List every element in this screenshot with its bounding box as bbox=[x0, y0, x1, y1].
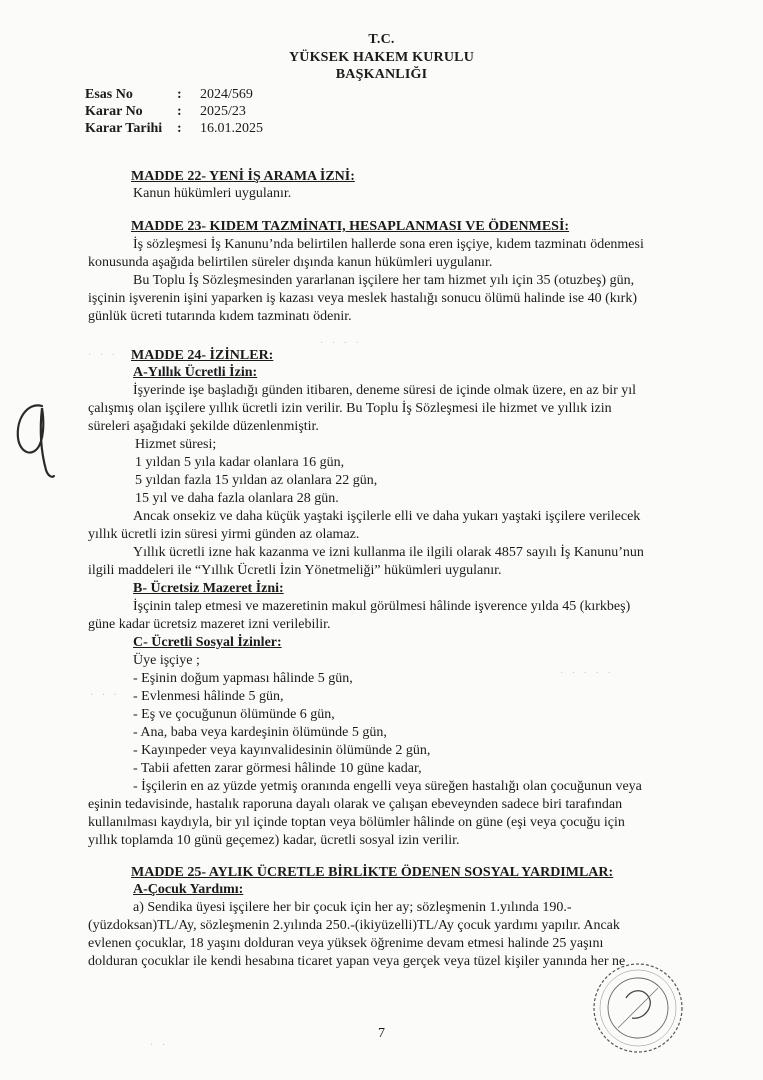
hizmet-tier-1: 1 yıldan 5 yıla kadar olanlara 16 gün, bbox=[135, 455, 345, 470]
yillik-izin-p2-line2: yıllık ücretli izin süresi yirmi günden az olamaz. bbox=[88, 527, 360, 542]
madde-22-body: Kanun hükümleri uygulanır. bbox=[133, 186, 292, 201]
scan-noise: · · · bbox=[90, 690, 120, 701]
sosyal-izin-item: - İşçilerin en az yüzde yetmiş oranında engelli veya süreğen hastalığı olan çocuğunun veya bbox=[133, 779, 642, 794]
sosyal-izin-item: - Evlenmesi hâlinde 5 gün, bbox=[133, 689, 284, 704]
mazeret-izni-line1: İşçinin talep etmesi ve mazeretinin makul görülmesi hâlinde işverence yılda 45 (kırkbeş) bbox=[133, 599, 631, 614]
handwritten-mark-icon bbox=[10, 396, 58, 486]
karar-no-colon: : bbox=[177, 104, 182, 119]
cocuk-yardimi-line1: a) Sendika üyesi işçilere her bir çocuk için her ay; sözleşmenin 1.yılında 190.- bbox=[133, 900, 572, 915]
hizmet-tier-3: 15 yıl ve daha fazla olanlara 28 gün. bbox=[135, 491, 339, 506]
madde-23-title: MADDE 23- KIDEM TAZMİNATI, HESAPLANMASI VE ÖDENMESİ: bbox=[131, 219, 570, 234]
karar-no-label: Karar No bbox=[85, 104, 143, 119]
hizmet-suresi-label: Hizmet süresi; bbox=[135, 437, 217, 452]
yillik-izin-p3-line1: Yıllık ücretli izne hak kazanma ve izni kullanma ile ilgili olarak 4857 sayılı İş Kanunu’nun bbox=[133, 545, 644, 560]
sosyal-izin-item: - Kayınpeder veya kayınvalidesinin ölümünde 2 gün, bbox=[133, 743, 431, 758]
esas-no-colon: : bbox=[177, 87, 182, 102]
sosyal-izin-item: - Ana, baba veya kardeşinin ölümünde 5 gün, bbox=[133, 725, 387, 740]
yillik-ucretli-izin-title: A-Yıllık Ücretli İzin: bbox=[133, 365, 258, 380]
madde-24-title: MADDE 24- İZİNLER: bbox=[131, 348, 274, 363]
madde-23-p1-line2: konusunda aşağıda belirtilen süreler dışında kanun hükümleri uygulanır. bbox=[88, 255, 493, 270]
cocuk-yardimi-line2: (yüzdoksan)TL/Ay, sözleşmenin 2.yılında 250.-(ikiyüzelli)TL/Ay çocuk yardımı yapılır. Ancak bbox=[88, 918, 620, 933]
madde-23-p2-line1: Bu Toplu İş Sözleşmesinden yararlanan işçilere her tam hizmet yılı için 35 (otuzbeş) gün, bbox=[133, 273, 635, 288]
cocuk-yardimi-title: A-Çocuk Yardımı: bbox=[133, 882, 244, 897]
yillik-izin-line1: İşyerinde işe başladığı günden itibaren, deneme süresi de içinde olmak üzere, en az bir yıl bbox=[133, 383, 637, 398]
yillik-izin-p3-line2: ilgili maddeleri ile “Yıllık Ücretli İzin Yönetmeliği” hükümleri uygulanır. bbox=[88, 563, 502, 578]
scan-noise: · · · · bbox=[320, 338, 362, 349]
karar-tarihi-row bbox=[85, 121, 263, 137]
karar-tarihi-value: 16.01.2025 bbox=[200, 121, 263, 136]
karar-tarihi-colon: : bbox=[177, 121, 182, 136]
sosyal-izin-item-cont: kullanılması kaydıyla, bir yıl içinde toptan veya bölümler hâlinde on güne (eşi veya çocuğu için bbox=[88, 815, 625, 830]
header-presidency: BAŞKANLIĞI bbox=[335, 67, 428, 82]
esas-no-row bbox=[85, 87, 253, 103]
scan-noise: · · bbox=[150, 1040, 169, 1051]
sosyal-izin-item: - Eş ve çocuğunun ölümünde 6 gün, bbox=[133, 707, 335, 722]
sosyal-izin-item: - Eşinin doğum yapması hâlinde 5 gün, bbox=[133, 671, 353, 686]
cocuk-yardimi-line4: dolduran çocuklar ile kendi hesabına ticaret yapan veya gerçek veya tüzel kişiler yanında her ne bbox=[88, 954, 626, 969]
mazeret-izni-line2: güne kadar ücretsiz mazeret izni verilebilir. bbox=[88, 617, 331, 632]
official-seal-icon bbox=[588, 958, 688, 1058]
sosyal-izin-item-cont: eşinin tedavisinde, hastalık raporuna dayalı olarak ve çalışan ebeveynden sadece biri tarafından bbox=[88, 797, 623, 812]
madde-23-p1-line1: İş sözleşmesi İş Kanunu’nda belirtilen hallerde sona eren işçiye, kıdem tazminatı ödenmesi bbox=[133, 237, 644, 252]
sosyal-izin-item-cont: yıllık toplamda 10 günü geçemez) kadar, ücretli sosyal izin verilir. bbox=[88, 833, 460, 848]
madde-23-p2-line3: günlük ücreti tutarında kıdem tazminatı ödenir. bbox=[88, 309, 352, 324]
ucretsiz-mazeret-izni-title: B- Ücretsiz Mazeret İzni: bbox=[133, 581, 284, 596]
ucretli-sosyal-izinler-title: C- Ücretli Sosyal İzinler: bbox=[133, 635, 282, 650]
scan-noise: · · · · · bbox=[560, 668, 614, 679]
esas-no-label: Esas No bbox=[85, 87, 133, 102]
madde-22-title: MADDE 22- YENİ İŞ ARAMA İZNİ: bbox=[131, 169, 355, 184]
karar-no-value: 2025/23 bbox=[200, 104, 246, 119]
yillik-izin-line2: çalışmış olan işçilere yıllık ücretli izin verilir. Bu Toplu İş Sözleşmesi ile hizmet ve yıllık izin bbox=[88, 401, 612, 416]
madde-23-p2-line2: işçinin işverenin işini yaparken iş kazası veya meslek hastalığı sonucu ölümü halinde ise 40 (kırk) bbox=[88, 291, 637, 306]
page-number: 7 bbox=[378, 1026, 385, 1041]
yillik-izin-line3: süreleri aşağıdaki şekilde düzenlenmiştir. bbox=[88, 419, 319, 434]
karar-no-row bbox=[85, 104, 246, 120]
madde-25-title: MADDE 25- AYLIK ÜCRETLE BİRLİKTE ÖDENEN SOSYAL YARDIMLAR: bbox=[131, 865, 614, 880]
scan-noise: · · · bbox=[88, 350, 118, 361]
karar-tarihi-label: Karar Tarihi bbox=[85, 121, 163, 136]
esas-no-value: 2024/569 bbox=[200, 87, 253, 102]
header-tc: T.C. bbox=[368, 32, 395, 47]
cocuk-yardimi-line3: evlenen çocuklar, 18 yaşını dolduran veya yüksek öğrenime devam etmesi halinde 25 yaşını bbox=[88, 936, 604, 951]
yillik-izin-p2-line1: Ancak onsekiz ve daha küçük yaştaki işçilerle elli ve daha yukarı yaştaki işçilere verilecek bbox=[133, 509, 641, 524]
sosyal-izin-intro: Üye işçiye ; bbox=[133, 653, 200, 668]
sosyal-izin-item: - Tabii afetten zarar görmesi hâlinde 10 güne kadar, bbox=[133, 761, 422, 776]
header-institution: YÜKSEK HAKEM KURULU bbox=[288, 50, 475, 65]
hizmet-tier-2: 5 yıldan fazla 15 yıldan az olanlara 22 gün, bbox=[135, 473, 378, 488]
